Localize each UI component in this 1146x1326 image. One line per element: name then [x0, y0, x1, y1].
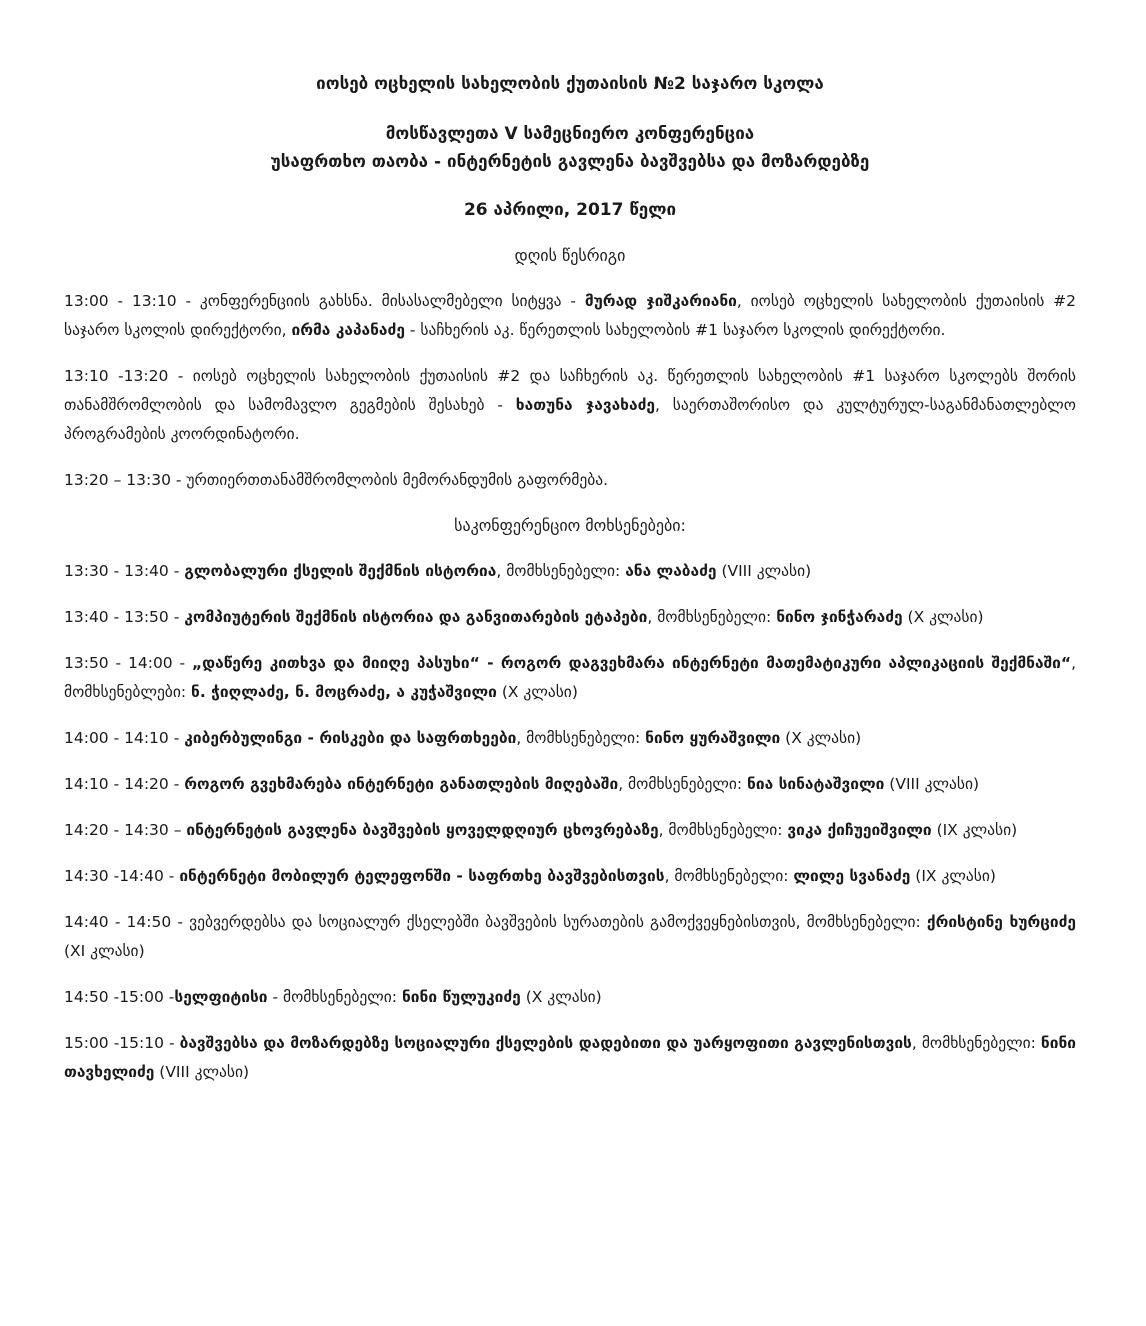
item-time: 13:50 - 14:00 - — [64, 654, 192, 672]
report-item — [64, 649, 1076, 707]
report-grade: (X კლასი) — [780, 729, 862, 747]
document-page — [64, 70, 1076, 1087]
report-mid: , მომხსენებლები: — [64, 654, 1076, 701]
agenda-title: დღის წესრიგი — [514, 246, 626, 265]
report-item — [64, 862, 1076, 891]
item-person: ირმა კაპანაძე — [291, 321, 405, 339]
report-item — [64, 770, 1076, 799]
item-person: ხათუნა ჯავახაძე — [515, 396, 655, 414]
report-mid: - მომხსენებელი: — [267, 988, 402, 1006]
report-speaker: ლილე სვანაძე — [793, 867, 911, 885]
item-time: 14:30 -14:40 - — [64, 867, 180, 885]
item-person: მურად ჯიშკარიანი — [584, 292, 737, 310]
report-speaker: ნია სინატაშვილი — [747, 775, 885, 793]
report-title: გლობალური ქსელის შექმნის ისტორია — [184, 562, 497, 580]
conference-date: 26 აპრილი, 2017 წელი — [463, 200, 677, 220]
item-time: 14:50 -15:00 - — [64, 988, 175, 1006]
report-title: ბავშვებსა და მოზარდებზე სოციალური ქსელების დადებითი და უარყოფითი გავლენისთვის — [179, 1034, 912, 1052]
conference-title: მოსწავლეთა V სამეცნიერო კონფერენცია — [385, 124, 755, 144]
report-speaker: ვიკა ქიჩუეიშვილი — [787, 821, 932, 839]
report-grade: (IX კლასი) — [910, 867, 996, 885]
report-speaker: ნინო ჯინჭარაძე — [776, 608, 903, 626]
report-mid: , მომხსენებელი: — [618, 775, 748, 793]
report-grade: (X კლასი) — [496, 683, 578, 701]
report-grade: (XI კლასი) — [64, 942, 145, 960]
report-title: ინტერნეტის გავლენა ბავშვების ყოველდღიურ ცხოვრებაზე — [186, 821, 659, 839]
report-grade: (X კლასი) — [902, 608, 984, 626]
report-title: ვებვერდებსა და სოციალურ ქსელებში ბავშვების სურათების გამოქვეყნებისთვის — [189, 913, 796, 931]
report-mid: , მომხსენებელი: — [496, 562, 626, 580]
item-time: 13:10 -13:20 - — [64, 367, 193, 385]
report-speaker: ნინო ყურაშვილი — [645, 729, 781, 747]
report-item — [64, 1029, 1076, 1087]
agenda-item-cooperation — [64, 362, 1076, 449]
item-time: 13:00 - 13:10 - — [64, 292, 200, 310]
report-grade: (X კლასი) — [520, 988, 602, 1006]
report-grade: (VIII კლასი) — [154, 1063, 250, 1081]
report-item — [64, 816, 1076, 845]
agenda-item-memorandum — [64, 466, 1076, 495]
item-time: 15:00 -15:10 - — [64, 1034, 180, 1052]
report-item — [64, 557, 1076, 586]
item-time: 13:40 - 13:50 - — [64, 608, 185, 626]
report-title: კომპიუტერის შექმნის ისტორია და განვითარების ეტაპები — [184, 608, 648, 626]
report-speaker: ნინი თავხელიძე — [64, 1034, 1077, 1081]
school-name: იოსებ ოცხელის სახელობის ქუთაისის №2 საჯარო სკოლა — [316, 74, 824, 94]
item-time: 14:00 - 14:10 - — [64, 729, 185, 747]
reports-section-title: საკონფერენციო მოხსენებები: — [454, 516, 686, 535]
report-mid: , მომხსენებელი: — [647, 608, 777, 626]
report-title: ინტერნეტი მობილურ ტელეფონში - საფრთხე ბავშვებისთვის — [179, 867, 665, 885]
item-time: 13:20 – 13:30 - — [64, 471, 187, 489]
report-mid: , მომხსენებელი: — [911, 1034, 1041, 1052]
report-item — [64, 983, 1076, 1012]
report-mid: , მომხსენებელი: — [658, 821, 788, 839]
item-text: - საჩხერის აკ. წერეთლის სახელობის #1 საჯარო სკოლის დირექტორი. — [404, 321, 946, 339]
report-item — [64, 603, 1076, 632]
report-mid: , მომხსენებელი: — [516, 729, 646, 747]
item-text: , იოსებ ოცხელის სახელობის ქუთაისის #2 საჯარო სკოლის დირექტორი, — [64, 292, 1076, 339]
item-text: კონფერენციის გახსნა. მისასალმებელი სიტყვა - — [199, 292, 585, 310]
report-grade: (VIII კლასი) — [716, 562, 812, 580]
item-text: იოსებ ოცხელის სახელობის ქუთაისის #2 და საჩხერის აკ. წერეთლის სახელობის #1 საჯარო სკოლებს შორის თანამშრომლობის და სამომავლო გეგმების შესახებ - — [64, 367, 1076, 414]
item-time: 14:40 - 14:50 - — [64, 913, 190, 931]
report-title: „დაწერე კითხვა და მიიღე პასუხი“ - როგორ დაგვეხმარა ინტერნეტი მათემატიკური აპლიკაციის შექმნაში“ — [192, 654, 1072, 672]
report-mid: , მომხსენებელი: — [664, 867, 794, 885]
conference-topic: უსაფრთხო თაობა - ინტერნეტის გავლენა ბავშვებსა და მოზარდებზე — [270, 152, 870, 172]
report-item — [64, 908, 1076, 966]
item-text: , საერთაშორისო და კულტურულ-საგანმანათლებლო პროგრამების კოორდინატორი. — [64, 396, 1076, 443]
report-title: კიბერბულინგი - რისკები და საფრთხეები — [184, 729, 517, 747]
report-grade: (VIII კლასი) — [884, 775, 980, 793]
report-speaker: ანა ლაბაძე — [625, 562, 717, 580]
report-title: როგორ გვეხმარება ინტერნეტი განათლების მიღებაში — [184, 775, 619, 793]
agenda-item-opening — [64, 287, 1076, 345]
report-title: სელფიტისი — [174, 988, 268, 1006]
report-mid: , მომხსენებელი: — [795, 913, 927, 931]
item-time: 14:10 - 14:20 - — [64, 775, 185, 793]
item-text: ურთიერთთანამშრომლობის მემორანდუმის გაფორმება. — [186, 471, 609, 489]
report-speaker: ნინი წულუკიძე — [401, 988, 521, 1006]
report-speaker: ქრისტინე ხურციძე — [926, 913, 1076, 931]
report-grade: (IX კლასი) — [931, 821, 1018, 839]
report-speaker: ნ. ჭიღლაძე, ნ. მოცრაძე, ა კუჭაშვილი — [191, 683, 497, 701]
report-item — [64, 724, 1076, 753]
item-time: 14:20 - 14:30 – — [64, 821, 187, 839]
item-time: 13:30 - 13:40 - — [64, 562, 185, 580]
